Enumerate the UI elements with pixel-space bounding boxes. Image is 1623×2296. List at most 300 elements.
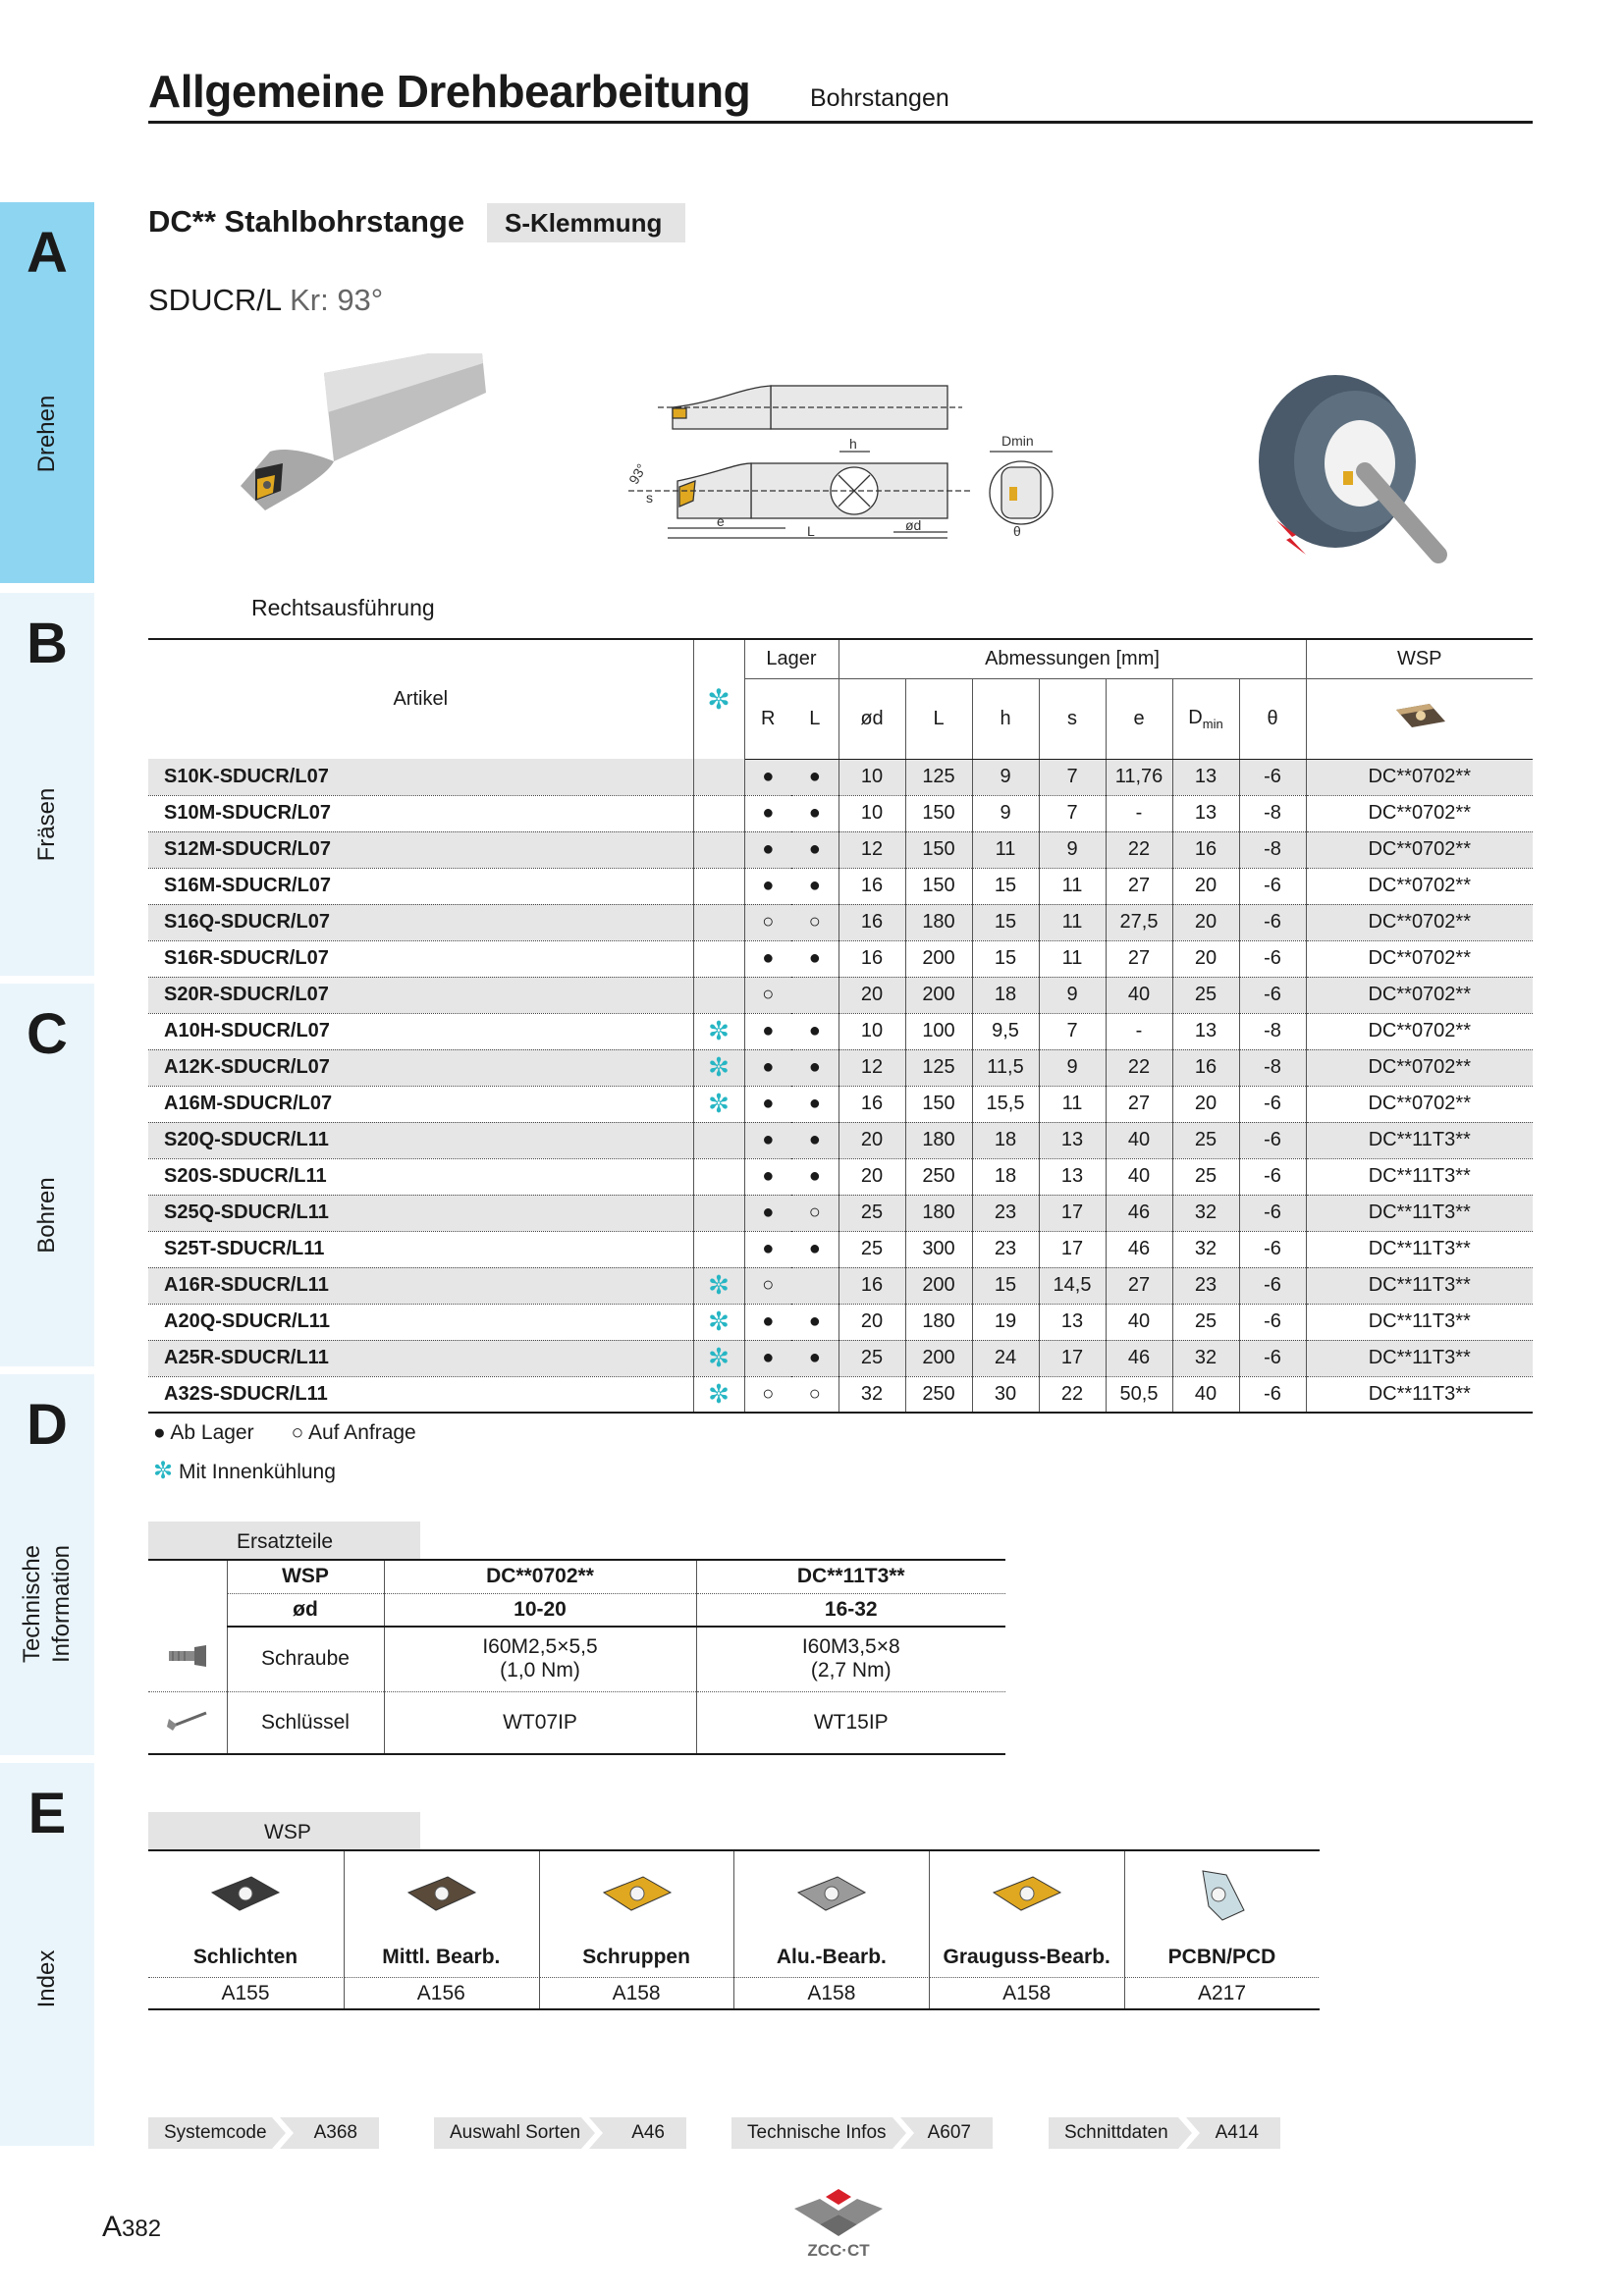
col-lager: Lager [744,639,839,678]
e-cell: 11,76 [1106,759,1172,795]
dimension-drawing [628,386,1053,538]
d-range-1: 10-20 [384,1593,696,1627]
insert-type-page: A217 [1125,1977,1319,2005]
label-theta: θ [1013,523,1021,539]
chevron-right-icon [581,2117,603,2149]
wsp-cell: DC**11T3** [1306,1340,1533,1376]
screw-label: Schraube [227,1627,384,1691]
d-cell: 10 [839,795,905,831]
coolant-cell [693,759,744,795]
insert-icon [988,1867,1066,1926]
e-cell: 27,5 [1106,904,1172,940]
stock-r-cell: ● [744,1049,791,1086]
table-row [148,1122,1533,1158]
dmin-cell: 20 [1172,1086,1239,1122]
d-cell: 10 [839,1013,905,1049]
e-cell: 22 [1106,1049,1172,1086]
article-cell: A16R-SDUCR/L11 [148,1267,693,1304]
length-cell: 150 [905,795,972,831]
side-tab-letter: C [27,1002,68,1066]
theta-cell: -6 [1239,977,1306,1013]
d-cell: 10 [839,759,905,795]
e-cell: 22 [1106,831,1172,868]
table-row [148,940,1533,977]
screw-2: I60M3,5×8 (2,7 Nm) [696,1627,1005,1691]
theta-cell: -6 [1239,1122,1306,1158]
h-cell: 23 [972,1195,1039,1231]
theta-cell: -8 [1239,1013,1306,1049]
coolant-cell: ✼ [693,1086,744,1122]
d-cell: 20 [839,977,905,1013]
coolant-cell: ✼ [693,1267,744,1304]
page-number: A382 [102,2211,162,2243]
dmin-cell: 25 [1172,1158,1239,1195]
s-cell: 13 [1039,1158,1106,1195]
link-auswahl-sorten[interactable]: Auswahl Sorten A46 [434,2117,686,2149]
side-tab-label: Bohren [33,1177,60,1254]
length-cell: 200 [905,1267,972,1304]
coolant-cell [693,977,744,1013]
length-cell: 180 [905,904,972,940]
label-h: h [849,436,857,452]
article-cell: A32S-SDUCR/L11 [148,1376,693,1413]
length-cell: 200 [905,1340,972,1376]
wsp-cell: DC**0702** [1368,1020,1471,1041]
wsp-cell: DC**0702** [1368,875,1471,896]
dmin-cell: 25 [1172,977,1239,1013]
e-cell: 46 [1106,1340,1172,1376]
s-cell: 13 [1039,1122,1106,1158]
col-length: L [905,678,972,759]
s-cell: 11 [1039,868,1106,904]
insert-type-page: A158 [540,1977,733,2005]
col-d: ød [839,678,905,759]
link-systemcode[interactable]: Systemcode A368 [148,2117,379,2149]
dmin-cell: 32 [1172,1231,1239,1267]
insert-icon [206,1867,285,1926]
label-e: e [717,513,725,529]
col-l-stock: L [791,678,839,759]
h-cell: 15 [972,868,1039,904]
article-cell: S10K-SDUCR/L07 [148,759,693,795]
h-cell: 11 [972,831,1039,868]
length-cell: 150 [905,1086,972,1122]
product-table [148,638,1533,1414]
theta-cell: -6 [1239,1231,1306,1267]
screw-icon [148,1627,227,1691]
side-tab-a[interactable] [0,202,94,583]
article-cell: A20Q-SDUCR/L11 [148,1304,693,1340]
theta-cell: -6 [1239,759,1306,795]
col-artikel: Artikel [148,639,693,759]
s-cell: 11 [1039,940,1106,977]
key-label: Schlüssel [227,1691,384,1754]
dmin-cell: 32 [1172,1340,1239,1376]
dmin-cell: 20 [1172,940,1239,977]
dmin-cell: 16 [1172,831,1239,868]
d-cell: 32 [839,1376,905,1413]
s-cell: 11 [1039,1086,1106,1122]
coolant-header-icon: ✼ [693,639,744,759]
article-cell: S10M-SDUCR/L07 [148,795,693,831]
wsp-cell: DC**11T3** [1306,1267,1533,1304]
article-cell: A25R-SDUCR/L11 [148,1340,693,1376]
theta-cell: -6 [1239,868,1306,904]
table-row [148,1049,1533,1086]
stock-l-cell: ○ [791,1195,839,1231]
table-row [148,795,1533,831]
spare-parts-table [148,1559,1005,1755]
e-cell: 27 [1106,1267,1172,1304]
label-angle: 93° [625,460,650,487]
coolant-cell [693,795,744,831]
s-cell: 17 [1039,1340,1106,1376]
key-icon [148,1691,227,1754]
d-cell: 20 [839,1122,905,1158]
table-row [148,904,1533,940]
product-title: DC** Stahlbohrstange [148,204,465,239]
length-cell: 250 [905,1376,972,1413]
wsp-cell: DC**0702** [1306,831,1533,868]
key-2: WT15IP [696,1691,1005,1754]
stock-r-cell: ● [744,1122,791,1158]
insert-type[interactable] [733,1851,928,2008]
wsp-11t3: DC**11T3** [696,1560,1005,1593]
article-cell: S12M-SDUCR/L07 [148,831,693,868]
h-cell: 9,5 [972,1013,1039,1049]
request-circle-icon: ○ [291,1421,304,1444]
stock-l-cell: ● [791,1340,839,1376]
d-cell: 16 [839,940,905,977]
h-cell: 15,5 [972,1086,1039,1122]
side-tab-c[interactable] [0,984,94,1366]
d-cell: 25 [839,1340,905,1376]
wsp-cell: DC**0702** [1368,802,1471,824]
side-tab-letter: B [27,612,68,675]
table-row [148,1376,1533,1413]
insert-type[interactable] [344,1851,538,2008]
stock-l-cell: ● [791,1122,839,1158]
d-cell: 16 [839,1267,905,1304]
insert-type-page: A158 [930,1977,1123,2005]
stock-r-cell: ● [744,831,791,868]
d-cell: 20 [839,1158,905,1195]
stock-dot-icon: ● [153,1421,166,1444]
model-code: SDUCR/L [148,283,283,317]
e-cell: - [1106,1013,1172,1049]
stock-r-cell: ● [762,1093,775,1114]
wsp-cell: DC**11T3** [1368,1382,1471,1405]
table-row [148,868,1533,904]
s-cell: 9 [1039,1049,1106,1086]
s-cell: 22 [1039,1376,1106,1413]
coolant-cell [693,1231,744,1267]
s-cell: 17 [1039,1195,1106,1231]
page-header [148,61,1533,124]
side-tab-d[interactable] [0,1374,94,1755]
insert-type[interactable] [148,1851,343,2008]
wsp-cell: DC**0702** [1306,1049,1533,1086]
length-cell: 180 [905,1122,972,1158]
stock-r-cell: ○ [744,977,791,1013]
stock-r-cell: ● [762,947,775,969]
stock-r-cell: ○ [762,1382,775,1405]
s-cell: 9 [1039,831,1106,868]
article-cell: A16M-SDUCR/L07 [148,1086,693,1122]
stock-l-cell: ● [791,795,839,831]
h-cell: 18 [972,977,1039,1013]
e-cell: 27 [1106,940,1172,977]
article-cell: S20Q-SDUCR/L11 [148,1122,693,1158]
theta-cell: -6 [1239,1340,1306,1376]
wsp-cell: DC**0702** [1368,1093,1471,1114]
dmin-cell: 20 [1172,904,1239,940]
table-row [148,759,1533,795]
dmin-cell: 23 [1172,1267,1239,1304]
insert-type-name: Alu.-Bearb. [776,1946,887,1968]
article-cell: S25Q-SDUCR/L11 [148,1195,693,1231]
table-row [148,977,1533,1013]
coolant-cell [693,904,744,940]
insert-type-name: PCBN/PCD [1167,1946,1276,1968]
d-cell: 16 [839,904,905,940]
coolant-cell: ✼ [693,1049,744,1086]
theta-cell: -6 [1239,1195,1306,1231]
wsp-cell: DC**0702** [1306,977,1533,1013]
insert-icon [1183,1867,1262,1926]
theta-cell: -6 [1239,1376,1306,1413]
label-l: L [807,523,815,539]
wsp-cell: DC**11T3** [1306,1195,1533,1231]
d-cell: 20 [839,1304,905,1340]
e-cell: 27 [1106,1086,1172,1122]
insert-type-page: A155 [148,1977,343,2005]
theta-cell: -6 [1239,1267,1306,1304]
coolant-cell [693,1158,744,1195]
label-s: s [646,490,653,506]
stock-l-cell: ● [791,831,839,868]
s-cell: 7 [1039,795,1106,831]
stock-l-cell: ● [791,1086,839,1122]
stock-r-cell: ○ [744,1267,791,1304]
e-cell: 40 [1106,1158,1172,1195]
s-cell: 14,5 [1039,1267,1106,1304]
wsp-label: WSP [227,1560,384,1593]
col-h: h [972,678,1039,759]
stock-r-cell: ● [762,1310,775,1332]
length-cell: 200 [905,977,972,1013]
screw-1: I60M2,5×5,5 (1,0 Nm) [384,1627,696,1691]
insert-types [148,1849,1320,2010]
stock-l-cell: ● [791,1158,839,1195]
s-cell: 7 [1039,1013,1106,1049]
dmin-cell: 20 [1172,868,1239,904]
col-s: s [1039,678,1106,759]
d-cell: 12 [839,831,905,868]
s-cell: 7 [1039,759,1106,795]
article-cell: S20S-SDUCR/L11 [148,1158,693,1195]
col-wsp: WSP [1306,639,1533,678]
insert-type[interactable] [539,1851,733,2008]
stock-l-cell: ● [791,1049,839,1086]
stock-r-cell: ● [762,802,775,824]
article-cell: S16R-SDUCR/L07 [148,940,693,977]
svg-text:ZCC·CT: ZCC·CT [807,2241,870,2260]
insert-type-page: A156 [345,1977,538,2005]
chevron-right-icon [272,2117,294,2149]
insert-type[interactable] [1124,1851,1319,2008]
wsp-0702: DC**0702** [384,1560,696,1593]
legend-cooling: ✼ Mit Innenkühlung [153,1458,336,1484]
chevron-right-icon [893,2117,914,2149]
brand-logo [781,2181,896,2260]
length-cell: 150 [905,868,972,904]
h-cell: 11,5 [972,1049,1039,1086]
col-abmessungen: Abmessungen [mm] [839,639,1306,678]
table-row [148,1013,1533,1049]
length-cell: 180 [905,1195,972,1231]
table-row [148,1086,1533,1122]
length-cell: 125 [905,759,972,795]
dmin-cell: 25 [1172,1122,1239,1158]
e-cell: - [1106,795,1172,831]
length-cell: 250 [905,1158,972,1195]
insert-type-name: Schruppen [582,1946,690,1968]
label-od: ød [905,517,922,533]
tool-drawings [206,353,1483,579]
stock-r-cell: ● [762,1020,775,1041]
wsp-cell: DC**0702** [1368,947,1471,969]
dmin-cell: 16 [1172,1049,1239,1086]
coolant-cell: ✼ [693,1304,744,1340]
insert-type[interactable] [929,1851,1123,2008]
theta-cell: -6 [1239,1304,1306,1340]
page-title: Allgemeine Drehbearbeitung [148,66,751,117]
d-cell: 25 [839,1195,905,1231]
dmin-cell: 13 [1172,795,1239,831]
length-cell: 125 [905,1049,972,1086]
h-cell: 9 [972,795,1039,831]
coolant-cell: ✼ [693,1013,744,1049]
dmin-cell: 32 [1172,1195,1239,1231]
stock-l-cell: ○ [791,1376,839,1413]
wsp-cell: DC**11T3** [1368,1310,1471,1332]
article-cell: S16M-SDUCR/L07 [148,868,693,904]
stock-l-cell: ● [791,1231,839,1267]
product-model [148,283,383,318]
coolant-icon: ✼ [153,1458,174,1484]
d-cell: 12 [839,1049,905,1086]
d-cell: 25 [839,1231,905,1267]
length-cell: 300 [905,1231,972,1267]
h-cell: 15 [972,1267,1039,1304]
d-cell: 16 [839,1086,905,1122]
coolant-cell [693,1195,744,1231]
coolant-cell [693,868,744,904]
d-range-2: 16-32 [696,1593,1005,1627]
coolant-cell [693,940,744,977]
wsp-cell: DC**0702** [1306,904,1533,940]
side-tab-letter: D [27,1393,68,1457]
h-cell: 23 [972,1231,1039,1267]
article-cell: S25T-SDUCR/L11 [148,1231,693,1267]
stock-l-cell: ● [791,868,839,904]
table-row [148,1195,1533,1231]
stock-r-cell: ● [744,1340,791,1376]
side-tab-e[interactable] [0,1763,94,2146]
stock-l-cell: ● [791,1304,839,1340]
stock-r-cell: ● [762,1165,775,1187]
clamp-badge: S-Klemmung [487,203,685,242]
h-cell: 24 [972,1340,1039,1376]
h-cell: 30 [972,1376,1039,1413]
col-r: R [744,678,791,759]
boring-bar-render [241,353,486,510]
side-tab-label: Technische Information [19,1544,75,1664]
table-row [148,1304,1533,1340]
wsp-cell: DC**0702** [1306,759,1533,795]
wsp-cell: DC**11T3** [1306,1122,1533,1158]
article-cell: S16Q-SDUCR/L07 [148,904,693,940]
spare-parts-title: Ersatzteile [148,1522,420,1559]
insert-icon [598,1867,676,1926]
insert-type-name: Grauguss-Bearb. [943,1946,1110,1968]
side-tab-b[interactable] [0,593,94,976]
col-e: e [1106,678,1172,759]
stock-l-cell [791,1267,839,1304]
e-cell: 50,5 [1106,1376,1172,1413]
coolant-cell: ✼ [693,1376,744,1413]
col-theta: θ [1239,678,1306,759]
coolant-cell: ✼ [693,1340,744,1376]
dmin-cell: 13 [1172,759,1239,795]
link-technische-infos[interactable]: Technische Infos A607 [731,2117,993,2149]
stock-r-cell: ● [744,759,791,795]
length-cell: 180 [905,1304,972,1340]
side-tab-letter: E [27,1782,67,1845]
d-label: ød [227,1593,384,1627]
stock-r-cell: ● [744,1195,791,1231]
d-cell: 16 [839,868,905,904]
h-cell: 18 [972,1122,1039,1158]
theta-cell: -8 [1239,795,1306,831]
h-cell: 9 [972,759,1039,795]
theta-cell: -8 [1239,831,1306,868]
article-cell: S20R-SDUCR/L07 [148,977,693,1013]
stock-r-cell: ● [762,1238,775,1259]
e-cell: 46 [1106,1231,1172,1267]
side-tab-label: Drehen [33,395,60,473]
h-cell: 15 [972,940,1039,977]
insert-type-name: Schlichten [192,1946,298,1968]
theta-cell: -8 [1239,1049,1306,1086]
theta-cell: -6 [1239,1086,1306,1122]
length-cell: 150 [905,831,972,868]
insert-icon [792,1867,871,1926]
stock-r-cell: ● [762,875,775,896]
legend-stock: ● Ab Lager ○ Auf Anfrage [153,1421,416,1444]
link-schnittdaten[interactable]: Schnittdaten A414 [1049,2117,1280,2149]
key-1: WT07IP [384,1691,696,1754]
s-cell: 13 [1039,1304,1106,1340]
workpiece-render [1259,375,1438,555]
dmin-cell: 40 [1172,1376,1239,1413]
side-tab-letter: A [27,221,68,285]
insert-type-page: A158 [734,1977,928,2005]
side-tab-label: Index [33,1949,60,2008]
e-cell: 40 [1106,1122,1172,1158]
stock-l-cell: ● [791,759,839,795]
